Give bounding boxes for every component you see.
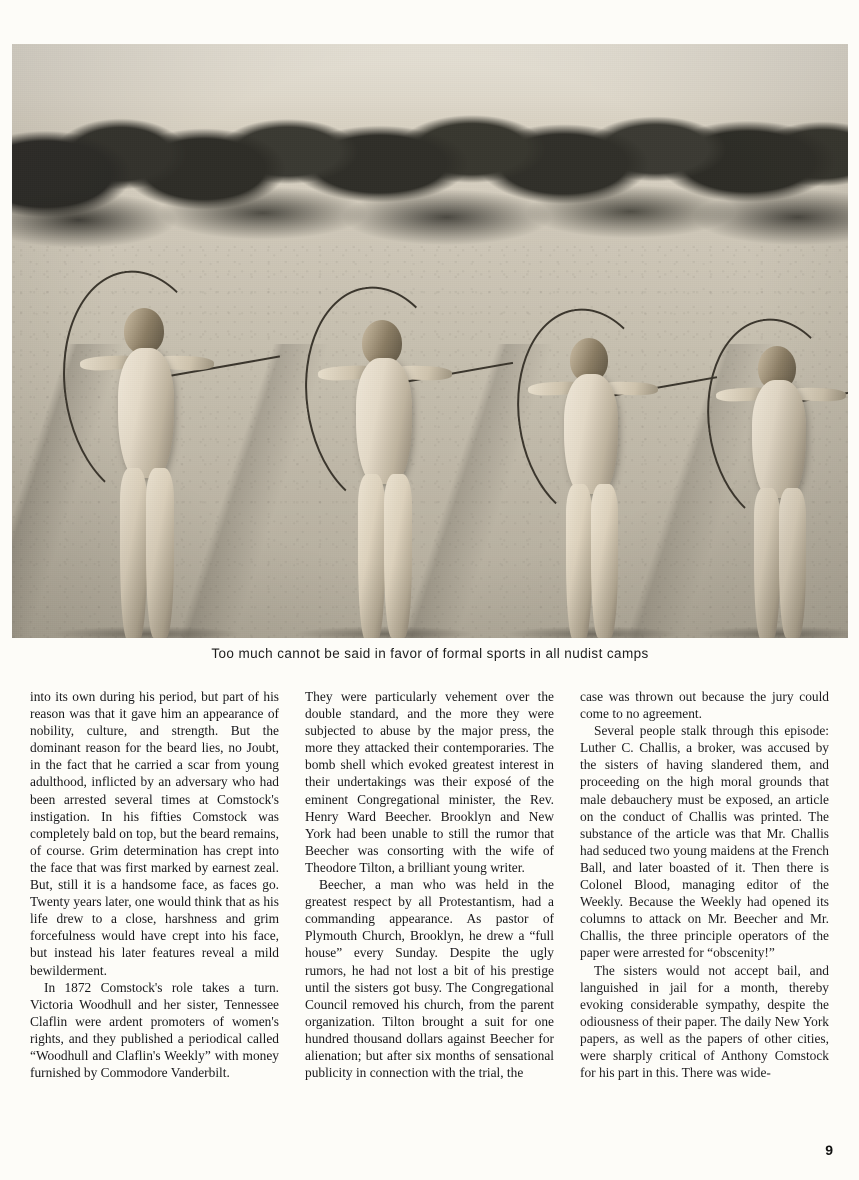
text-column-1 — [30, 688, 279, 1081]
text-column-2 — [305, 688, 554, 1081]
paragraph: The sisters would not accept bail, and languished in jail for a month, thereby evoking considerable sympathy, despite the odiousness of their paper. The daily New York papers, as well as the papers of other cities, were sharply critical of Anthony Comstock for his part in this. There was wide- — [580, 962, 829, 1081]
page-number: 9 — [825, 1142, 833, 1158]
paragraph: into its own during his period, but part of his reason was that it gave him an appearance of nobility, culture, and strength. But the dominant reason for the beard lies, no Joubt, in the fact that he carried a scar from young adulthood, inflicted by an adversary who had been arrested several times at Comstock's instigation. In his fifties Comstock was completely bald on top, but the beard remains, of course. Grim determination has crept into the face that was first marked by earnest zeal. But, still it is a handsome face, as faces go. Twenty years later, one would think that as his life drew to a close, harshness and grim forcefulness would have crept into his face, but instead his later features reveal a mild bewilderment. — [30, 689, 279, 978]
text-column-3 — [580, 688, 829, 1081]
article-body — [30, 688, 830, 1081]
paragraph: They were particularly vehement over the double standard, and the more they were subjected to abuse by the major press, the more they attacked their contemporaries. The bomb shell which evoked greatest interest in their undertakings was their exposé of the eminent Congregational minister, the Rev. Henry Ward Beecher. Brooklyn and New York had been unable to still the rumor that Beecher was consorting with the wife of Theodore Tilton, a brilliant young writer. — [305, 689, 554, 875]
paragraph: Beecher, a man who was held in the greatest respect by all Protestantism, had a commanding appearance. As pastor of Plymouth Church, Brooklyn, he drew a “full house” every Sunday. Despite the ugly rumors, he had not lost a bit of his prestige until the sisters got busy. The Congregational Council removed his church, from the parent organization. Tilton brought a suit for one hundred thousand dollars against Beecher for alienation; but after six months of sensational publicity in connection with the trial, the — [305, 877, 554, 1081]
paragraph: In 1872 Comstock's role takes a turn. Victoria Woodhull and her sister, Tennessee Claflin were ardent promoters of women's rights, and they published a periodical called “Woodhull and Claflin's Weekly” with money furnished by Commodore Vanderbilt. — [30, 979, 279, 1081]
photo-caption: Too much cannot be said in favor of formal sports in all nudist camps — [211, 646, 649, 661]
photograph — [12, 44, 848, 638]
paragraph: case was thrown out because the jury could come to no agreement. — [580, 689, 829, 722]
photo-grain — [12, 44, 848, 638]
paragraph: Several people stalk through this episode: Luther C. Challis, a broker, was accused by the sisters of having slandered them, and proceeding on the high moral grounds that male debauchery must be exposed, an article on the conduct of Challis was printed. The substance of the article was that Mr. Challis had seduced two young maidens at the French Ball, and later boasted of it. Then there is Colonel Blood, managing editor of the Weekly. Because the Weekly had opened its columns to attack on Mr. Beecher and Mr. Challis, the three principle operators of the paper were arrested for “obscenity!” — [580, 723, 829, 961]
